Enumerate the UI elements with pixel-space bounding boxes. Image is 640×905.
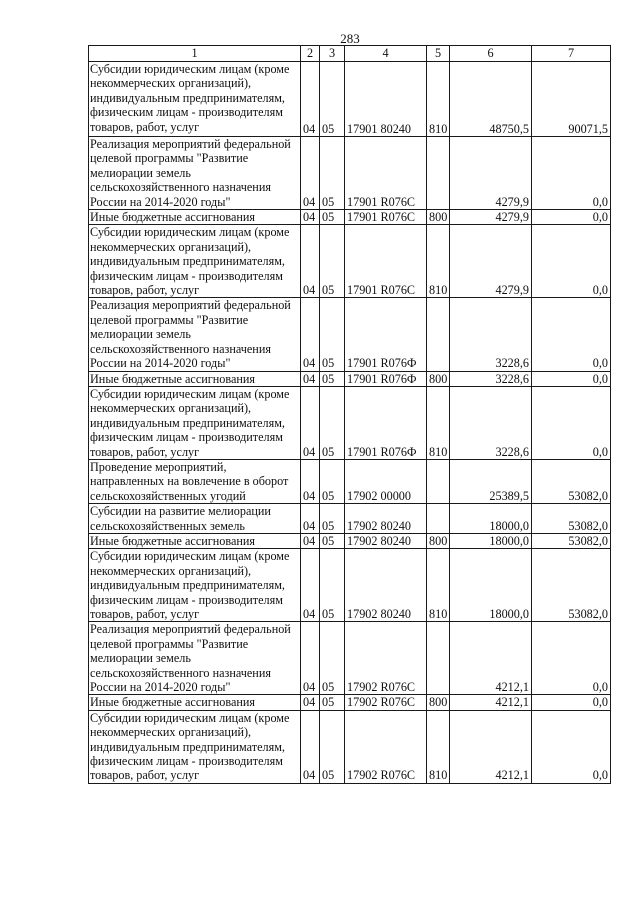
target-article-cell: 17902 80240	[345, 533, 427, 548]
amount-col7-cell: 0,0	[532, 622, 611, 695]
subsection-code-cell: 05	[320, 62, 345, 137]
amount-col6-cell: 4279,9	[450, 137, 532, 210]
header-cell: 4	[345, 46, 427, 62]
amount-col7-cell: 0,0	[532, 137, 611, 210]
item-name-cell: Субсидии юридическим лицам (кроме некоммерческих организаций), индивидуальным предпринимателям, физическим лицам - производителям товаров, работ, услуг	[89, 386, 301, 459]
header-cell: 1	[89, 46, 301, 62]
table-row	[89, 386, 611, 459]
expense-type-cell: 810	[427, 710, 450, 783]
amount-col7-cell: 53082,0	[532, 533, 611, 548]
expense-type-cell	[427, 504, 450, 534]
amount-col7-cell: 90071,5	[532, 62, 611, 137]
expense-type-cell: 800	[427, 533, 450, 548]
section-code-cell: 04	[301, 504, 320, 534]
target-article-cell: 17901 R076Ф	[345, 386, 427, 459]
subsection-code-cell: 05	[320, 710, 345, 783]
amount-col6-cell: 48750,5	[450, 62, 532, 137]
item-name-cell: Иные бюджетные ассигнования	[89, 371, 301, 386]
amount-col6-cell: 18000,0	[450, 504, 532, 534]
subsection-code-cell: 05	[320, 533, 345, 548]
expense-type-cell	[427, 622, 450, 695]
subsection-code-cell: 05	[320, 137, 345, 210]
amount-col6-cell: 4279,9	[450, 225, 532, 298]
target-article-cell: 17901 80240	[345, 62, 427, 137]
item-name-cell: Субсидии юридическим лицам (кроме некоммерческих организаций), индивидуальным предпринимателям, физическим лицам - производителям товаров, работ, услуг	[89, 62, 301, 137]
target-article-cell: 17901 R076Ф	[345, 298, 427, 371]
section-code-cell: 04	[301, 622, 320, 695]
section-code-cell: 04	[301, 137, 320, 210]
item-name-cell: Проведение мероприятий, направленных на вовлечение в оборот сельскохозяйственных угодий	[89, 459, 301, 503]
amount-col6-cell: 4212,1	[450, 695, 532, 710]
table-row	[89, 710, 611, 783]
amount-col6-cell: 18000,0	[450, 533, 532, 548]
item-name-cell: Субсидии юридическим лицам (кроме некоммерческих организаций), индивидуальным предпринимателям, физическим лицам - производителям товаров, работ, услуг	[89, 549, 301, 622]
section-code-cell: 04	[301, 298, 320, 371]
target-article-cell: 17902 80240	[345, 504, 427, 534]
section-code-cell: 04	[301, 225, 320, 298]
expense-type-cell	[427, 137, 450, 210]
subsection-code-cell: 05	[320, 210, 345, 225]
section-code-cell: 04	[301, 371, 320, 386]
subsection-code-cell: 05	[320, 459, 345, 503]
table-row	[89, 137, 611, 210]
table-row	[89, 459, 611, 503]
table-row	[89, 298, 611, 371]
section-code-cell: 04	[301, 62, 320, 137]
header-cell: 6	[450, 46, 532, 62]
expense-type-cell	[427, 298, 450, 371]
table-row	[89, 504, 611, 534]
amount-col7-cell: 0,0	[532, 710, 611, 783]
table-row	[89, 549, 611, 622]
table-row	[89, 695, 611, 710]
subsection-code-cell: 05	[320, 622, 345, 695]
table-row	[89, 533, 611, 548]
target-article-cell: 17901 R076Ф	[345, 371, 427, 386]
table-row	[89, 62, 611, 137]
item-name-cell: Реализация мероприятий федеральной целевой программы "Развитие мелиорации земель сельскохозяйственного назначения России на 2014-2020 годы"	[89, 622, 301, 695]
section-code-cell: 04	[301, 210, 320, 225]
expense-type-cell: 810	[427, 549, 450, 622]
amount-col7-cell: 0,0	[532, 225, 611, 298]
item-name-cell: Реализация мероприятий федеральной целевой программы "Развитие мелиорации земель сельскохозяйственного назначения России на 2014-2020 годы"	[89, 137, 301, 210]
section-code-cell: 04	[301, 386, 320, 459]
subsection-code-cell: 05	[320, 549, 345, 622]
expense-type-cell: 810	[427, 62, 450, 137]
table-row	[89, 210, 611, 225]
subsection-code-cell: 05	[320, 371, 345, 386]
header-cell: 3	[320, 46, 345, 62]
amount-col7-cell: 0,0	[532, 210, 611, 225]
section-code-cell: 04	[301, 549, 320, 622]
amount-col7-cell: 53082,0	[532, 549, 611, 622]
item-name-cell: Иные бюджетные ассигнования	[89, 533, 301, 548]
target-article-cell: 17901 R076C	[345, 137, 427, 210]
target-article-cell: 17902 R076C	[345, 710, 427, 783]
amount-col6-cell: 3228,6	[450, 386, 532, 459]
subsection-code-cell: 05	[320, 386, 345, 459]
item-name-cell: Субсидии юридическим лицам (кроме некоммерческих организаций), индивидуальным предпринимателям, физическим лицам - производителям товаров, работ, услуг	[89, 225, 301, 298]
subsection-code-cell: 05	[320, 298, 345, 371]
subsection-code-cell: 05	[320, 504, 345, 534]
amount-col6-cell: 4212,1	[450, 710, 532, 783]
amount-col6-cell: 3228,6	[450, 371, 532, 386]
amount-col7-cell: 0,0	[532, 695, 611, 710]
table-row	[89, 371, 611, 386]
item-name-cell: Иные бюджетные ассигнования	[89, 695, 301, 710]
target-article-cell: 17902 R076C	[345, 622, 427, 695]
item-name-cell: Субсидии на развитие мелиорации сельскохозяйственных земель	[89, 504, 301, 534]
page-number: 283	[340, 31, 360, 46]
amount-col6-cell: 18000,0	[450, 549, 532, 622]
item-name-cell: Реализация мероприятий федеральной целевой программы "Развитие мелиорации земель сельскохозяйственного назначения России на 2014-2020 годы"	[89, 298, 301, 371]
expense-type-cell: 800	[427, 371, 450, 386]
target-article-cell: 17901 R076C	[345, 225, 427, 298]
amount-col7-cell: 0,0	[532, 298, 611, 371]
expense-type-cell: 800	[427, 695, 450, 710]
amount-col7-cell: 53082,0	[532, 504, 611, 534]
item-name-cell: Субсидии юридическим лицам (кроме некоммерческих организаций), индивидуальным предпринимателям, физическим лицам - производителям товаров, работ, услуг	[89, 710, 301, 783]
table-row	[89, 225, 611, 298]
expense-type-cell	[427, 459, 450, 503]
section-code-cell: 04	[301, 533, 320, 548]
amount-col7-cell: 0,0	[532, 371, 611, 386]
amount-col7-cell: 53082,0	[532, 459, 611, 503]
header-cell: 5	[427, 46, 450, 62]
item-name-cell: Иные бюджетные ассигнования	[89, 210, 301, 225]
header-cell: 2	[301, 46, 320, 62]
section-code-cell: 04	[301, 710, 320, 783]
expense-type-cell: 810	[427, 225, 450, 298]
amount-col6-cell: 3228,6	[450, 298, 532, 371]
amount-col6-cell: 4279,9	[450, 210, 532, 225]
expense-type-cell: 810	[427, 386, 450, 459]
header-cell: 7	[532, 46, 611, 62]
header-row	[89, 46, 611, 62]
expense-type-cell: 800	[427, 210, 450, 225]
target-article-cell: 17902 00000	[345, 459, 427, 503]
target-article-cell: 17902 R076C	[345, 695, 427, 710]
amount-col7-cell: 0,0	[532, 386, 611, 459]
amount-col6-cell: 25389,5	[450, 459, 532, 503]
table-row	[89, 622, 611, 695]
amount-col6-cell: 4212,1	[450, 622, 532, 695]
section-code-cell: 04	[301, 695, 320, 710]
budget-table	[88, 45, 611, 784]
subsection-code-cell: 05	[320, 225, 345, 298]
subsection-code-cell: 05	[320, 695, 345, 710]
section-code-cell: 04	[301, 459, 320, 503]
target-article-cell: 17901 R076C	[345, 210, 427, 225]
target-article-cell: 17902 80240	[345, 549, 427, 622]
